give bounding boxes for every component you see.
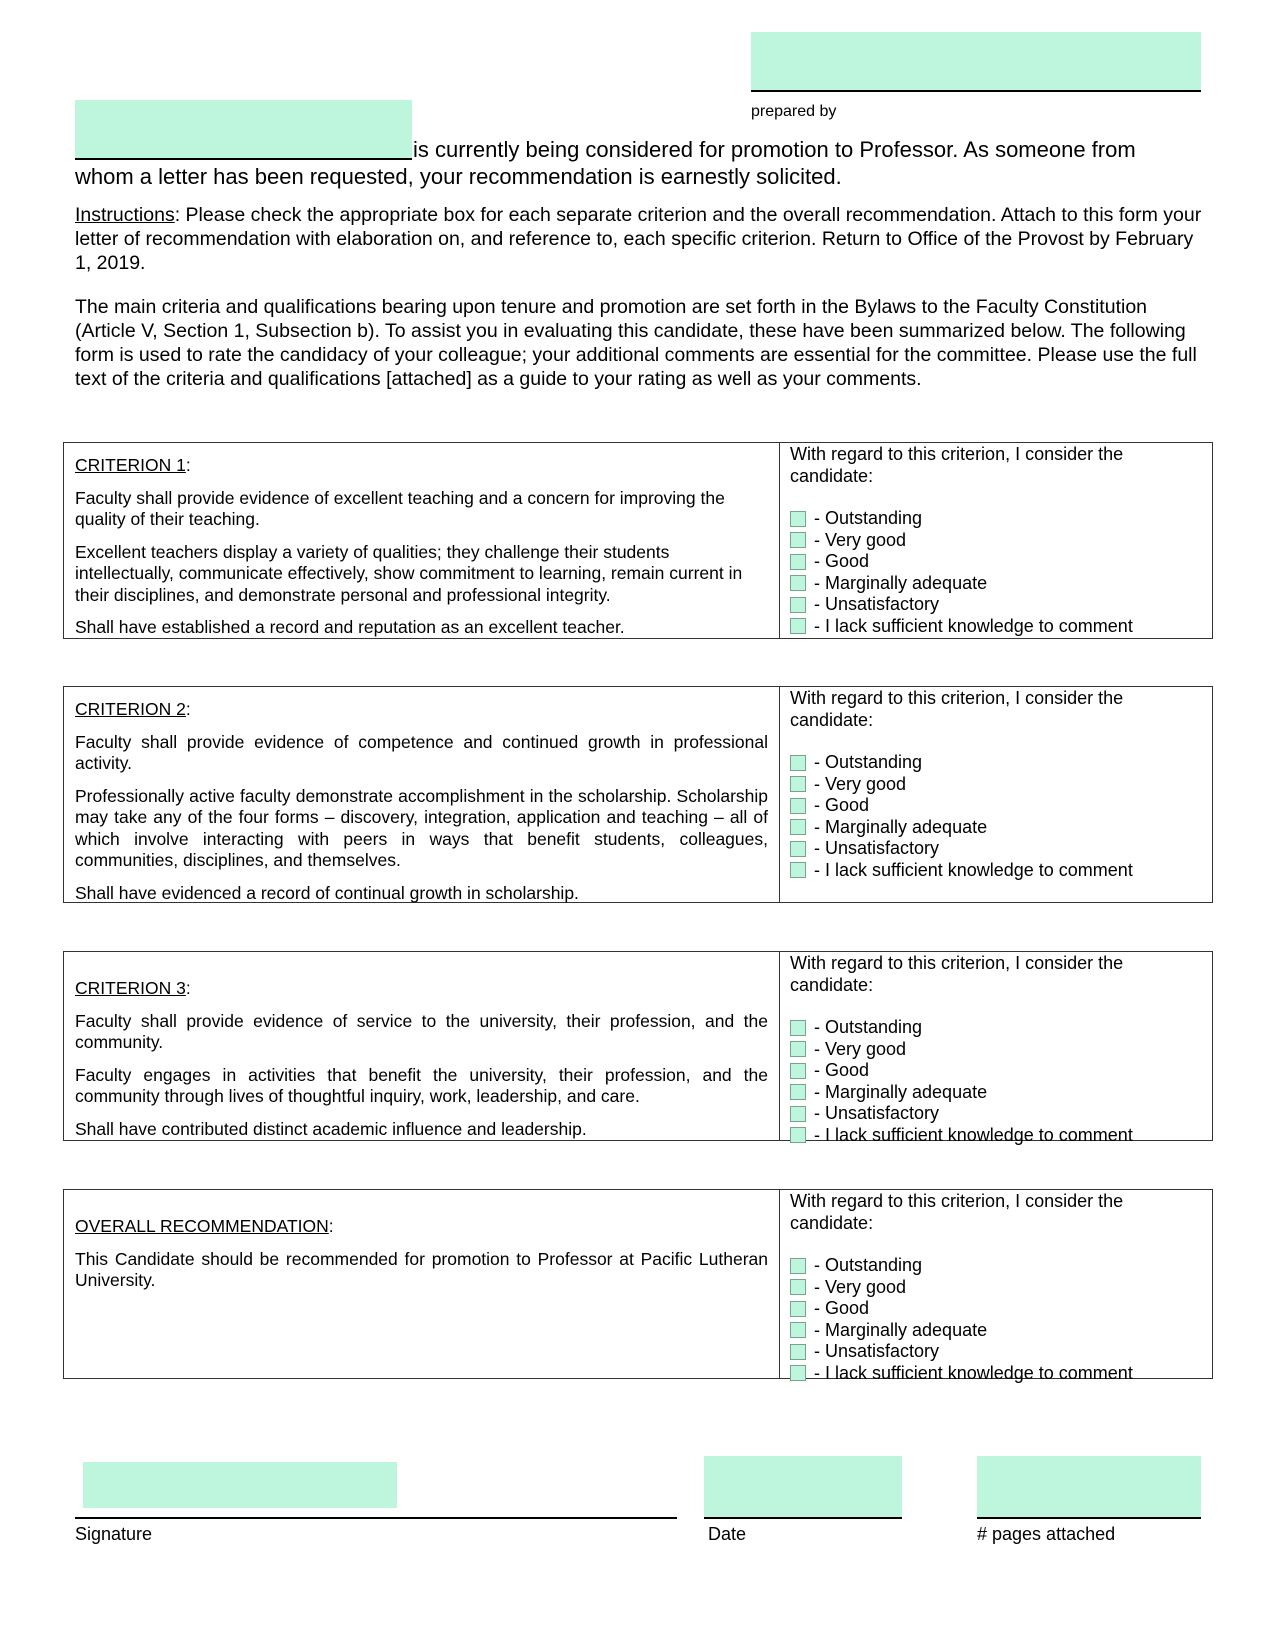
rating-checkbox[interactable] xyxy=(790,841,806,857)
rating-option[interactable] xyxy=(790,508,1202,530)
criterion-paragraph: Professionally active faculty demonstrate accomplishment in the scholarship. Scholarship may take any of the four forms – discovery, integration, application and teaching – all of which involve interacting with peers in ways that benefit students, colleagues, communities, disciplines, and themselves. xyxy=(75,785,768,870)
pages-attached-field[interactable] xyxy=(977,1456,1201,1517)
criterion-title-text: CRITERION 2 xyxy=(75,699,186,719)
rating-options xyxy=(790,1017,1202,1146)
rating-checkbox[interactable] xyxy=(790,1301,806,1317)
rating-option-label: - Unsatisfactory xyxy=(814,1341,940,1361)
rating-option[interactable] xyxy=(790,817,1202,839)
rating-checkbox[interactable] xyxy=(790,1279,806,1295)
signature-line xyxy=(75,1517,677,1519)
intro-line-2: whom a letter has been requested, your recommendation is earnestly solicited. xyxy=(75,164,842,189)
criterion-description xyxy=(64,687,780,902)
rating-option-label: - Very good xyxy=(814,1038,907,1059)
rating-option-label: - Outstanding xyxy=(814,1255,923,1275)
criterion-paragraph: Faculty shall provide evidence of competence and continued growth in professional activity. xyxy=(75,731,768,773)
rating-checkbox[interactable] xyxy=(790,1322,806,1338)
rating-option-label: - Good xyxy=(814,795,870,815)
rating-checkbox[interactable] xyxy=(790,776,806,792)
criterion-title: CRITERION 3: xyxy=(75,978,191,998)
rating-option-label: - Good xyxy=(814,1060,870,1080)
criterion-paragraph: Faculty shall provide evidence of excellent teaching and a concern for improving the quality of their teaching. xyxy=(75,487,725,529)
rating-option-label: - Outstanding xyxy=(814,752,923,772)
rating-option-label: - I lack sufficient knowledge to comment xyxy=(814,1124,1133,1145)
rating-option[interactable] xyxy=(790,795,1202,817)
rating-panel xyxy=(780,1190,1212,1383)
rating-checkbox[interactable] xyxy=(790,1084,806,1100)
rating-prompt: With regard to this criterion, I consider the candidate: xyxy=(790,444,1124,486)
rating-checkbox[interactable] xyxy=(790,755,806,771)
rating-option[interactable] xyxy=(790,1255,1202,1277)
criterion-title-text: CRITERION 1 xyxy=(75,455,186,475)
rating-prompt: With regard to this criterion, I consider the candidate: xyxy=(790,953,1124,995)
rating-option-label: - Good xyxy=(814,1298,870,1318)
criterion-paragraph: Shall have evidenced a record of continual growth in scholarship. xyxy=(75,882,579,903)
preparer-name-field[interactable] xyxy=(751,32,1201,92)
rating-option[interactable] xyxy=(790,752,1202,774)
rating-option-label: - Very good xyxy=(814,773,907,794)
rating-prompt: With regard to this criterion, I consider the candidate: xyxy=(790,688,1124,730)
rating-option[interactable] xyxy=(790,1082,1202,1104)
rating-panel xyxy=(780,952,1212,1145)
criterion-paragraph: Faculty shall provide evidence of service to the university, their profession, and the community. xyxy=(75,1010,768,1052)
rating-option-label: - Marginally adequate xyxy=(814,1319,988,1340)
rating-option[interactable] xyxy=(790,573,1202,595)
criterion-title-text: OVERALL RECOMMENDATION xyxy=(75,1216,329,1236)
rating-checkbox[interactable] xyxy=(790,618,806,634)
pages-attached-label: # pages attached xyxy=(977,1524,1116,1544)
criterion-paragraph: This Candidate should be recommended for promotion to Professor at Pacific Lutheran University. xyxy=(75,1248,768,1290)
rating-option[interactable] xyxy=(790,1277,1202,1299)
rating-option[interactable] xyxy=(790,860,1202,882)
rating-checkbox[interactable] xyxy=(790,532,806,548)
criterion-title: OVERALL RECOMMENDATION: xyxy=(75,1216,334,1236)
rating-option[interactable] xyxy=(790,1017,1202,1039)
rating-checkbox[interactable] xyxy=(790,1258,806,1274)
rating-checkbox[interactable] xyxy=(790,511,806,527)
rating-checkbox[interactable] xyxy=(790,1041,806,1057)
candidate-name-field[interactable] xyxy=(75,100,412,160)
rating-option[interactable] xyxy=(790,1060,1202,1082)
rating-option[interactable] xyxy=(790,774,1202,796)
rating-option-label: - Outstanding xyxy=(814,508,923,528)
rating-checkbox[interactable] xyxy=(790,1127,806,1143)
criterion-paragraph: Excellent teachers display a variety of qualities; they challenge their students intellectually, communicate effectively, show commitment to learning, remain current in their disciplines, and demonstrate personal and professional integrity. xyxy=(75,541,743,605)
signature-field[interactable] xyxy=(83,1462,397,1508)
rating-option-label: - Marginally adequate xyxy=(814,816,988,837)
rating-checkbox[interactable] xyxy=(790,575,806,591)
instructions-paragraph xyxy=(75,203,1210,275)
date-label: Date xyxy=(708,1524,747,1544)
rating-option[interactable] xyxy=(790,1125,1202,1147)
rating-option-label: - Unsatisfactory xyxy=(814,838,940,858)
prepared-by-label: prepared by xyxy=(751,103,837,120)
rating-option[interactable] xyxy=(790,1320,1202,1342)
rating-option-label: - Very good xyxy=(814,529,907,550)
rating-panel xyxy=(780,687,1212,902)
criterion-paragraph: Shall have established a record and reputation as an excellent teacher. xyxy=(75,617,625,637)
criterion-description xyxy=(64,1190,780,1378)
date-line xyxy=(704,1517,902,1519)
rating-checkbox[interactable] xyxy=(790,1106,806,1122)
signature-label: Signature xyxy=(75,1524,153,1544)
rating-option[interactable] xyxy=(790,551,1202,573)
rating-checkbox[interactable] xyxy=(790,1344,806,1360)
intro-line-1: is currently being considered for promotion to Professor. As someone from xyxy=(413,137,1136,162)
rating-option-label: - I lack sufficient knowledge to comment xyxy=(814,615,1133,636)
rating-option-label: - Marginally adequate xyxy=(814,572,988,593)
pages-attached-line xyxy=(977,1517,1201,1519)
rating-options xyxy=(790,508,1202,637)
rating-option-label: - Outstanding xyxy=(814,1017,923,1037)
rating-checkbox[interactable] xyxy=(790,798,806,814)
rating-option[interactable] xyxy=(790,530,1202,552)
rating-option[interactable] xyxy=(790,616,1202,638)
rating-option-label: - I lack sufficient knowledge to comment xyxy=(814,1362,1133,1383)
rating-checkbox[interactable] xyxy=(790,819,806,835)
criterion-paragraph: Faculty engages in activities that benefit the university, their profession, and the community through lives of thoughtful inquiry, work, leadership, and care. xyxy=(75,1064,768,1106)
criterion-box xyxy=(63,686,1213,903)
rating-option[interactable] xyxy=(790,1341,1202,1363)
criterion-title-text: CRITERION 3 xyxy=(75,978,186,998)
criterion-description xyxy=(64,443,780,638)
criterion-description xyxy=(64,952,780,1140)
rating-checkbox[interactable] xyxy=(790,1365,806,1381)
criterion-title: CRITERION 2: xyxy=(75,699,191,719)
rating-option-label: - Good xyxy=(814,551,870,571)
rating-options xyxy=(790,1255,1202,1384)
rating-option[interactable] xyxy=(790,1103,1202,1125)
rating-panel xyxy=(780,443,1212,638)
rating-option[interactable] xyxy=(790,1039,1202,1061)
rating-checkbox[interactable] xyxy=(790,597,806,613)
instructions-text: : Please check the appropriate box for each separate criterion and the overall recommendation. Attach to this form your letter of recommendation with elaboration on, and reference to, each specific criterion. Return to Office of the Provost by February 1, 2019. xyxy=(75,204,1202,274)
criterion-title: CRITERION 1: xyxy=(75,455,191,475)
rating-option-label: - I lack sufficient knowledge to comment xyxy=(814,859,1133,880)
rating-checkbox[interactable] xyxy=(790,1020,806,1036)
rating-checkbox[interactable] xyxy=(790,554,806,570)
rating-prompt: With regard to this criterion, I consider the candidate: xyxy=(790,1191,1124,1233)
rating-option-label: - Very good xyxy=(814,1276,907,1297)
criterion-box xyxy=(63,442,1213,639)
rating-option[interactable] xyxy=(790,1363,1202,1385)
criterion-box xyxy=(63,1189,1213,1383)
rating-option-label: - Unsatisfactory xyxy=(814,1103,940,1123)
rating-option-label: - Marginally adequate xyxy=(814,1081,988,1102)
rating-option[interactable] xyxy=(790,594,1202,616)
rating-options xyxy=(790,752,1202,881)
date-field[interactable] xyxy=(704,1456,902,1517)
rating-checkbox[interactable] xyxy=(790,862,806,878)
criterion-paragraph: Shall have contributed distinct academic influence and leadership. xyxy=(75,1118,587,1139)
rating-option-label: - Unsatisfactory xyxy=(814,594,940,614)
rating-option[interactable] xyxy=(790,838,1202,860)
criteria-intro-paragraph: The main criteria and qualifications bearing upon tenure and promotion are set forth in the Bylaws to the Faculty Constitution (Article V, Section 1, Subsection b). To assist you in evaluating this candidate, these have been summarized below. The following form is used to rate the candidacy of your colleague; your additional comments are essential for the committee. Please use the full text of the criteria and qualifications [attached] as a guide to your rating as well as your comments. xyxy=(75,296,1197,390)
rating-checkbox[interactable] xyxy=(790,1063,806,1079)
instructions-label: Instructions xyxy=(75,204,175,226)
rating-option[interactable] xyxy=(790,1298,1202,1320)
criterion-box xyxy=(63,951,1213,1145)
